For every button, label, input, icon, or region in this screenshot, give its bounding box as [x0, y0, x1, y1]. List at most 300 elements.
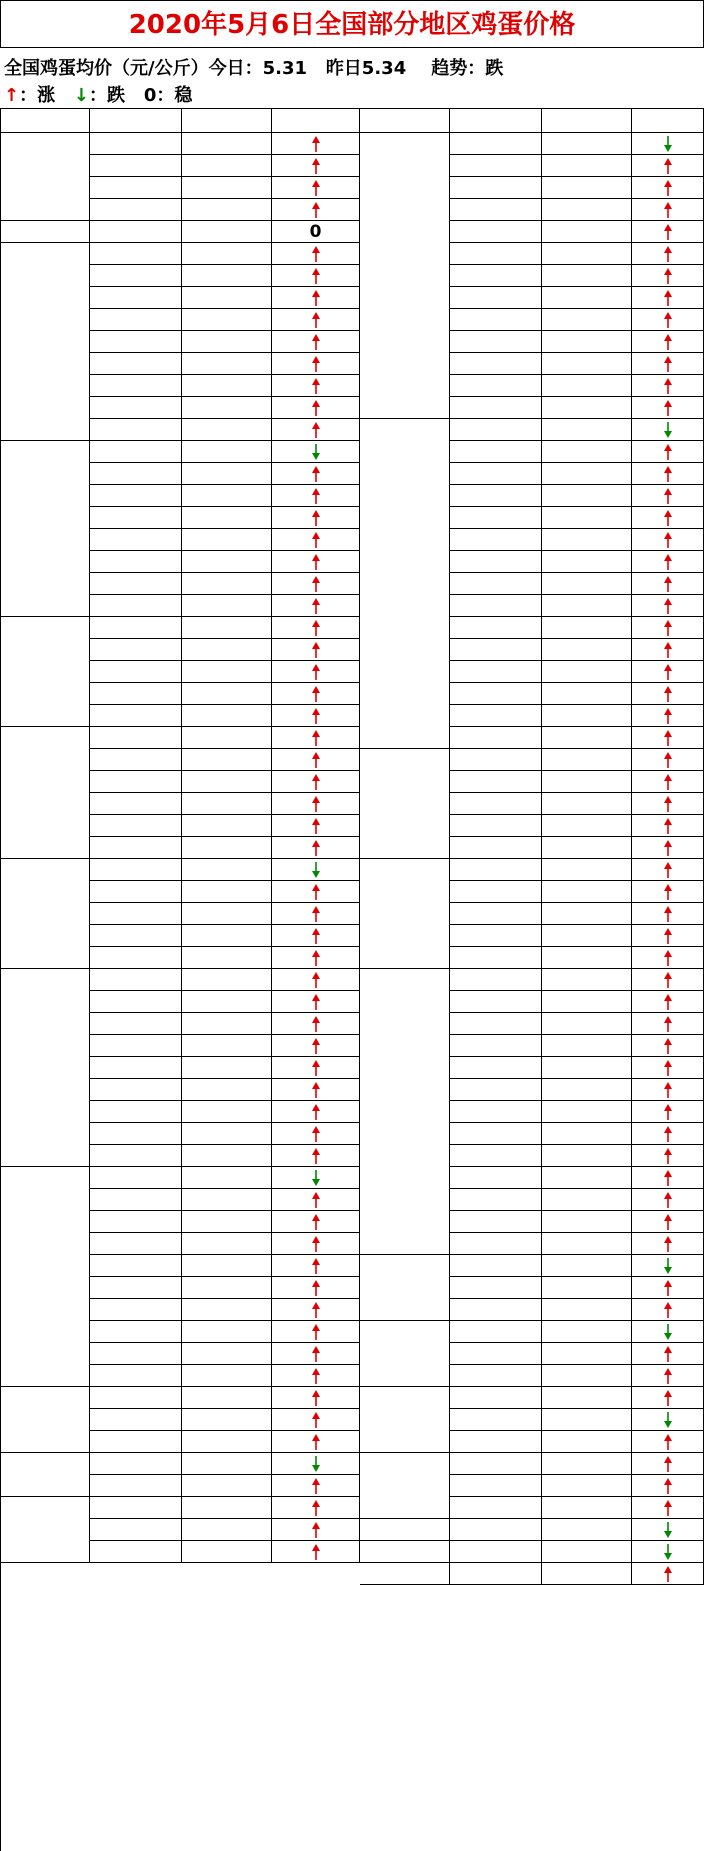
price-cell [542, 947, 632, 969]
trend-cell [632, 1365, 704, 1387]
arrow-up-icon [664, 378, 672, 394]
arrow-up-icon [664, 356, 672, 372]
arrow-up-icon [312, 1324, 320, 1340]
city-cell [450, 1013, 542, 1035]
arrow-up-icon [664, 158, 672, 174]
city-cell [450, 397, 542, 419]
price-cell [182, 353, 272, 375]
price-cell [182, 749, 272, 771]
arrow-up-icon [312, 466, 320, 482]
trend-cell [272, 1211, 360, 1233]
city-cell [450, 903, 542, 925]
arrow-up-icon [664, 1126, 672, 1142]
province-cell [0, 727, 90, 859]
trend-cell [272, 1233, 360, 1255]
price-cell [542, 793, 632, 815]
city-cell [90, 1321, 182, 1343]
province-cell [360, 1255, 450, 1321]
city-cell [90, 881, 182, 903]
price-cell [182, 617, 272, 639]
arrow-up-icon [312, 972, 320, 988]
price-cell [542, 1387, 632, 1409]
price-cell [542, 133, 632, 155]
arrow-up-icon [664, 488, 672, 504]
price-cell [542, 529, 632, 551]
trend-cell [272, 1365, 360, 1387]
city-cell [450, 859, 542, 881]
trend-cell [272, 155, 360, 177]
city-cell [90, 551, 182, 573]
arrow-up-icon [664, 642, 672, 658]
arrow-up-icon [664, 1302, 672, 1318]
city-cell [90, 243, 182, 265]
city-cell [450, 309, 542, 331]
column-header [360, 108, 450, 133]
city-cell [450, 463, 542, 485]
price-cell [182, 1277, 272, 1299]
city-cell [90, 815, 182, 837]
city-cell [450, 1167, 542, 1189]
summary-label: 全国鸡蛋均价（元/公斤） [4, 58, 209, 79]
city-cell [90, 309, 182, 331]
province-cell [360, 1541, 450, 1563]
arrow-up-icon [664, 268, 672, 284]
price-cell [182, 815, 272, 837]
city-cell [450, 925, 542, 947]
trend-cell [632, 837, 704, 859]
province-cell [0, 1497, 90, 1563]
arrow-up-icon [312, 1214, 320, 1230]
trend-cell [632, 397, 704, 419]
arrow-up-icon [312, 312, 320, 328]
arrow-up-icon [312, 268, 320, 284]
trend-cell [272, 1255, 360, 1277]
arrow-down-icon [664, 1522, 672, 1538]
price-cell [542, 1409, 632, 1431]
price-cell [542, 1321, 632, 1343]
arrow-up-icon [312, 928, 320, 944]
price-cell [182, 793, 272, 815]
city-cell [450, 221, 542, 243]
city-cell [450, 1563, 542, 1585]
arrow-up-icon [664, 1016, 672, 1032]
price-cell [542, 573, 632, 595]
trend-cell [632, 199, 704, 221]
city-cell [450, 661, 542, 683]
trend-cell [272, 177, 360, 199]
trend-cell [272, 1101, 360, 1123]
trend-cell [632, 287, 704, 309]
city-cell [90, 133, 182, 155]
trend-cell [272, 287, 360, 309]
price-cell [542, 595, 632, 617]
arrow-up-icon [312, 488, 320, 504]
column-header [90, 108, 182, 133]
arrow-up-icon [664, 1148, 672, 1164]
city-cell [90, 573, 182, 595]
trend-cell [632, 441, 704, 463]
price-cell [182, 837, 272, 859]
city-cell [90, 925, 182, 947]
price-cell [182, 1101, 272, 1123]
arrow-up-icon [664, 1368, 672, 1384]
city-cell [450, 1211, 542, 1233]
arrow-up-icon [312, 1192, 320, 1208]
price-cell [182, 1233, 272, 1255]
arrow-up-icon [664, 1500, 672, 1516]
trend-cell [632, 1541, 704, 1563]
arrow-up-icon [664, 444, 672, 460]
trend-cell [632, 705, 704, 727]
arrow-up-icon [664, 906, 672, 922]
arrow-up-icon [312, 1038, 320, 1054]
arrow-up-icon [312, 1500, 320, 1516]
province-cell [0, 1167, 90, 1387]
trend-cell [272, 1277, 360, 1299]
arrow-down-icon [664, 1258, 672, 1274]
arrow-down-icon [312, 862, 320, 878]
price-cell [182, 375, 272, 397]
trend-cell [272, 419, 360, 441]
trend-cell [632, 1233, 704, 1255]
arrow-up-icon [312, 532, 320, 548]
trend-cell [632, 947, 704, 969]
trend-cell [272, 595, 360, 617]
arrow-up-icon [312, 378, 320, 394]
trend-cell [632, 133, 704, 155]
trend-cell [632, 749, 704, 771]
province-cell [0, 243, 90, 441]
arrow-up-icon [312, 1434, 320, 1450]
arrow-up-icon [664, 708, 672, 724]
trend-cell [632, 727, 704, 749]
province-cell [360, 1519, 450, 1541]
city-cell [450, 441, 542, 463]
price-cell [542, 485, 632, 507]
city-cell [450, 881, 542, 903]
arrow-up-icon [664, 554, 672, 570]
trend-cell [272, 771, 360, 793]
summary-today: 今日：5.31 [208, 58, 307, 79]
city-cell [450, 133, 542, 155]
trend-cell [272, 331, 360, 353]
trend-cell [272, 947, 360, 969]
price-cell [182, 397, 272, 419]
city-cell [90, 353, 182, 375]
arrow-up-icon [664, 994, 672, 1010]
price-cell [182, 1079, 272, 1101]
arrow-up-icon [664, 1390, 672, 1406]
city-cell [90, 991, 182, 1013]
city-cell [90, 419, 182, 441]
trend-cell [272, 903, 360, 925]
price-cell [542, 1101, 632, 1123]
trend-cell [632, 221, 704, 243]
arrow-up-icon [312, 422, 320, 438]
province-cell [0, 1387, 90, 1453]
arrow-up-icon [664, 796, 672, 812]
arrow-up-icon [664, 598, 672, 614]
province-cell [360, 133, 450, 419]
city-cell [90, 1189, 182, 1211]
arrow-up-icon [664, 312, 672, 328]
city-cell [450, 243, 542, 265]
trend-cell [632, 793, 704, 815]
price-cell [542, 1431, 632, 1453]
price-cell [542, 661, 632, 683]
city-cell [90, 661, 182, 683]
legend-up-arrow-icon: ↑ [4, 85, 20, 106]
price-cell [182, 947, 272, 969]
price-cell [542, 551, 632, 573]
price-cell [542, 1211, 632, 1233]
arrow-up-icon [664, 224, 672, 240]
city-cell [450, 507, 542, 529]
arrow-up-icon [664, 620, 672, 636]
arrow-up-icon [312, 510, 320, 526]
trend-cell [632, 243, 704, 265]
price-cell [182, 221, 272, 243]
price-cell [542, 859, 632, 881]
trend-cell [632, 1167, 704, 1189]
arrow-up-icon [312, 950, 320, 966]
city-cell [90, 859, 182, 881]
arrow-up-icon [312, 598, 320, 614]
trend-cell [632, 1013, 704, 1035]
trend-cell [632, 1321, 704, 1343]
price-cell [542, 1123, 632, 1145]
city-cell [90, 529, 182, 551]
arrow-up-icon [664, 202, 672, 218]
city-cell [90, 771, 182, 793]
trend-cell [272, 815, 360, 837]
city-cell [450, 1101, 542, 1123]
trend-cell [272, 1189, 360, 1211]
province-cell [360, 1563, 450, 1585]
trend-cell [272, 705, 360, 727]
trend-cell [632, 353, 704, 375]
price-cell [182, 287, 272, 309]
city-cell [90, 639, 182, 661]
city-cell [450, 287, 542, 309]
province-cell [360, 1321, 450, 1387]
trend-cell [272, 1497, 360, 1519]
price-cell [182, 441, 272, 463]
city-cell [90, 177, 182, 199]
city-cell [450, 1519, 542, 1541]
trend-cell [632, 507, 704, 529]
trend-cell [272, 925, 360, 947]
price-cell [542, 749, 632, 771]
arrow-up-icon [664, 840, 672, 856]
arrow-up-icon [312, 620, 320, 636]
arrow-up-icon [312, 1412, 320, 1428]
city-cell [90, 1277, 182, 1299]
arrow-up-icon [664, 246, 672, 262]
arrow-down-icon [664, 422, 672, 438]
city-cell [450, 199, 542, 221]
price-cell [182, 199, 272, 221]
province-cell [360, 419, 450, 749]
city-cell [90, 1101, 182, 1123]
city-cell [90, 683, 182, 705]
city-cell [90, 375, 182, 397]
summary-yesterday: 昨日5.34 [325, 58, 407, 79]
price-cell [182, 1057, 272, 1079]
city-cell [450, 1475, 542, 1497]
arrow-up-icon [664, 1566, 672, 1582]
trend-cell [632, 1409, 704, 1431]
arrow-up-icon [312, 1060, 320, 1076]
price-cell [182, 859, 272, 881]
trend-cell [272, 1387, 360, 1409]
price-cell [182, 463, 272, 485]
arrow-up-icon [312, 554, 320, 570]
price-cell [182, 903, 272, 925]
price-cell [542, 419, 632, 441]
arrow-up-icon [664, 400, 672, 416]
price-cell [182, 969, 272, 991]
trend-cell [272, 683, 360, 705]
trend-cell [632, 1563, 704, 1585]
trend-cell [272, 1057, 360, 1079]
trend-cell [272, 991, 360, 1013]
trend-cell [632, 1079, 704, 1101]
arrow-up-icon [312, 1346, 320, 1362]
price-cell [182, 177, 272, 199]
city-cell [90, 507, 182, 529]
city-cell [450, 419, 542, 441]
arrow-down-icon [664, 136, 672, 152]
province-cell [360, 969, 450, 1255]
legend-down-arrow-icon: ↓ [73, 85, 89, 106]
price-cell [182, 1321, 272, 1343]
city-cell [450, 1365, 542, 1387]
price-cell [182, 419, 272, 441]
price-cell [542, 375, 632, 397]
arrow-up-icon [664, 950, 672, 966]
trend-cell [632, 265, 704, 287]
arrow-up-icon [312, 180, 320, 196]
trend-cell [632, 1519, 704, 1541]
price-cell [542, 1541, 632, 1563]
column-header [632, 108, 704, 133]
city-cell [450, 1255, 542, 1277]
trend-cell [272, 1519, 360, 1541]
city-cell [450, 969, 542, 991]
city-cell [90, 441, 182, 463]
arrow-up-icon [664, 1104, 672, 1120]
arrow-up-icon [312, 730, 320, 746]
arrow-up-icon [312, 290, 320, 306]
arrow-up-icon [312, 1126, 320, 1142]
arrow-up-icon [312, 400, 320, 416]
city-cell [450, 573, 542, 595]
arrow-up-icon [664, 1038, 672, 1054]
summary-line [4, 54, 503, 80]
arrow-up-icon [312, 994, 320, 1010]
province-cell [0, 859, 90, 969]
city-cell [90, 1057, 182, 1079]
arrow-up-icon [664, 180, 672, 196]
price-cell [542, 727, 632, 749]
trend-cell [272, 1541, 360, 1563]
arrow-up-icon [312, 840, 320, 856]
legend-up-text: ：涨 [19, 85, 56, 106]
trend-cell: 0 [272, 221, 360, 243]
price-cell [542, 1035, 632, 1057]
trend-cell [272, 375, 360, 397]
price-cell [542, 683, 632, 705]
city-cell [450, 749, 542, 771]
price-cell [542, 1079, 632, 1101]
arrow-up-icon [312, 664, 320, 680]
price-cell [542, 1519, 632, 1541]
trend-cell [272, 1409, 360, 1431]
arrow-up-icon [312, 1236, 320, 1252]
city-cell [90, 1431, 182, 1453]
trend-cell [272, 573, 360, 595]
city-cell [90, 199, 182, 221]
price-cell [182, 1365, 272, 1387]
trend-cell [632, 925, 704, 947]
city-cell [450, 1321, 542, 1343]
city-cell [450, 1497, 542, 1519]
province-cell [0, 133, 90, 221]
arrow-up-icon [312, 576, 320, 592]
city-cell [90, 1035, 182, 1057]
trend-cell [632, 1387, 704, 1409]
price-cell [542, 639, 632, 661]
city-cell [450, 727, 542, 749]
city-cell [90, 727, 182, 749]
price-cell [182, 309, 272, 331]
trend-cell [632, 903, 704, 925]
price-cell [182, 1035, 272, 1057]
trend-cell [632, 155, 704, 177]
arrow-up-icon [664, 686, 672, 702]
city-cell [450, 771, 542, 793]
price-cell [182, 1409, 272, 1431]
price-cell [542, 1255, 632, 1277]
city-cell [90, 1255, 182, 1277]
trend-cell [632, 1057, 704, 1079]
price-cell [542, 1167, 632, 1189]
arrow-up-icon [664, 730, 672, 746]
city-cell [450, 1233, 542, 1255]
trend-cell [272, 1035, 360, 1057]
city-cell [450, 1079, 542, 1101]
price-cell [542, 1013, 632, 1035]
city-cell [450, 1277, 542, 1299]
arrow-up-icon [312, 884, 320, 900]
city-cell [450, 1409, 542, 1431]
price-cell [542, 221, 632, 243]
price-cell [182, 265, 272, 287]
trend-cell [632, 969, 704, 991]
city-cell [450, 1343, 542, 1365]
trend-cell [272, 441, 360, 463]
price-cell [182, 1145, 272, 1167]
arrow-down-icon [312, 1170, 320, 1186]
city-cell [450, 991, 542, 1013]
price-cell [182, 705, 272, 727]
trend-cell [632, 1343, 704, 1365]
city-cell [450, 1035, 542, 1057]
city-cell [90, 265, 182, 287]
arrow-up-icon [664, 334, 672, 350]
arrow-up-icon [664, 1478, 672, 1494]
